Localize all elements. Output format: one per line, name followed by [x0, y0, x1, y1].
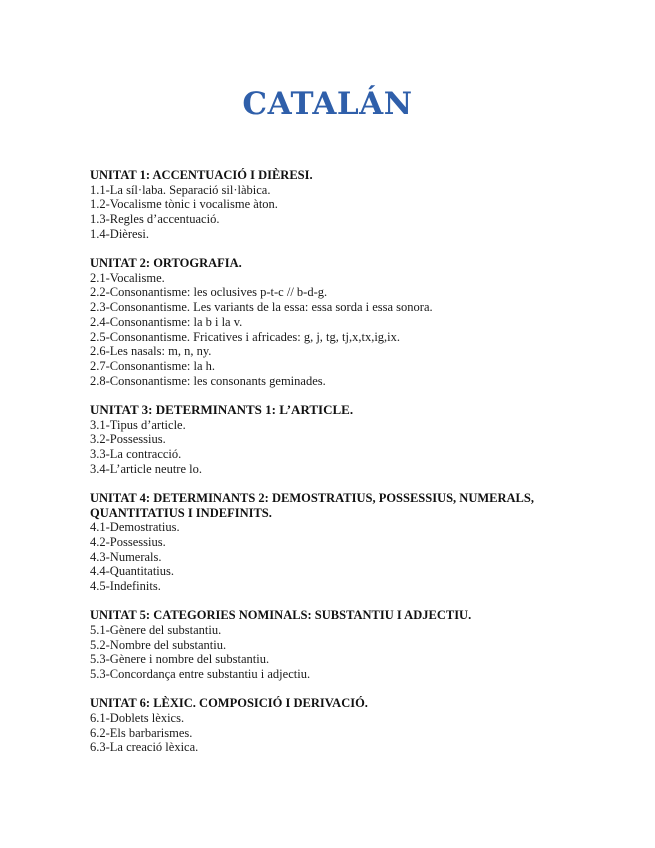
lesson-item: 2.3-Consonantisme. Les variants de la essa: essa sorda i essa sonora.: [90, 300, 433, 315]
lesson-list: [90, 183, 570, 242]
lesson-item: 2.7-Consonantisme: la h.: [90, 358, 215, 373]
unit-heading: UNITAT 2: ORTOGRAFIA.: [90, 256, 242, 271]
lesson-list: [90, 271, 570, 389]
lesson-item: 4.2-Possessius.: [90, 534, 166, 549]
unit-2: [90, 256, 570, 388]
lesson-item: 5.2-Nombre del substantiu.: [90, 637, 227, 652]
lesson-item: 1.4-Dièresi.: [90, 226, 150, 241]
lesson-item: 2.1-Vocalisme.: [90, 270, 165, 285]
lesson-list: [90, 418, 570, 477]
unit-heading: UNITAT 4: DETERMINANTS 2: DEMOSTRATIUS, POSSESSIUS, NUMERALS, QUANTITATIUS I INDEFINITS.: [90, 490, 534, 520]
unit-heading: UNITAT 3: DETERMINANTS 1: L’ARTICLE.: [90, 401, 354, 417]
lesson-item: 3.4-L’article neutre lo.: [90, 461, 202, 476]
lesson-item: 1.1-La síl·laba. Separació sil·làbica.: [90, 182, 271, 197]
lesson-item: 4.3-Numerals.: [90, 549, 162, 564]
lesson-item: 5.3-Concordança entre substantiu i adjectiu.: [90, 667, 311, 682]
lesson-item: 2.8-Consonantisme: les consonants geminades.: [90, 373, 326, 388]
lesson-item: 1.2-Vocalisme tònic i vocalisme àton.: [90, 197, 278, 212]
lesson-item: 1.3-Regles d’accentuació.: [90, 212, 220, 227]
lesson-item: 2.6-Les nasals: m, n, ny.: [90, 344, 212, 359]
page-title: CATALÁN: [242, 86, 413, 122]
unit-heading: UNITAT 6: LÈXIC. COMPOSICIÓ I DERIVACIÓ.: [90, 696, 368, 711]
lesson-item: 4.4-Quantitatius.: [90, 564, 175, 579]
lesson-item: 3.2-Possessius.: [90, 432, 166, 447]
lesson-list: [90, 623, 570, 682]
lesson-item: 2.2-Consonantisme: les oclusives p-t-c // b-d-g.: [90, 285, 328, 300]
lesson-item: 3.3-La contracció.: [90, 446, 182, 461]
lesson-item: 2.5-Consonantisme. Fricatives i africades: g, j, tg, tj,x,tx,ig,ix.: [90, 329, 401, 344]
unit-5: [90, 608, 570, 682]
lesson-item: 6.2-Els barbarismes.: [90, 725, 193, 740]
lesson-item: 4.1-Demostratius.: [90, 520, 180, 535]
lesson-item: 6.1-Doblets lèxics.: [90, 711, 185, 725]
lesson-item: 4.5-Indefinits.: [90, 579, 161, 594]
lesson-item: 2.4-Consonantisme: la b i la v.: [90, 314, 243, 329]
unit-heading: UNITAT 5: CATEGORIES NOMINALS: SUBSTANTIU I ADJECTIU.: [90, 608, 472, 623]
unit-4: [90, 491, 570, 594]
lesson-list: [90, 711, 570, 755]
unit-heading: UNITAT 1: ACCENTUACIÓ I DIÈRESI.: [90, 168, 313, 182]
lesson-item: 6.3-La creació lèxica.: [90, 740, 199, 755]
lesson-list: [90, 520, 570, 594]
syllabus: [90, 168, 570, 770]
lesson-item: 5.1-Gènere del substantiu.: [90, 622, 222, 637]
unit-6: [90, 696, 570, 755]
lesson-item: 3.1-Tipus d’article.: [90, 417, 186, 432]
unit-1: [90, 168, 570, 242]
unit-3: [90, 403, 570, 477]
lesson-item: 5.3-Gènere i nombre del substantiu.: [90, 652, 270, 667]
